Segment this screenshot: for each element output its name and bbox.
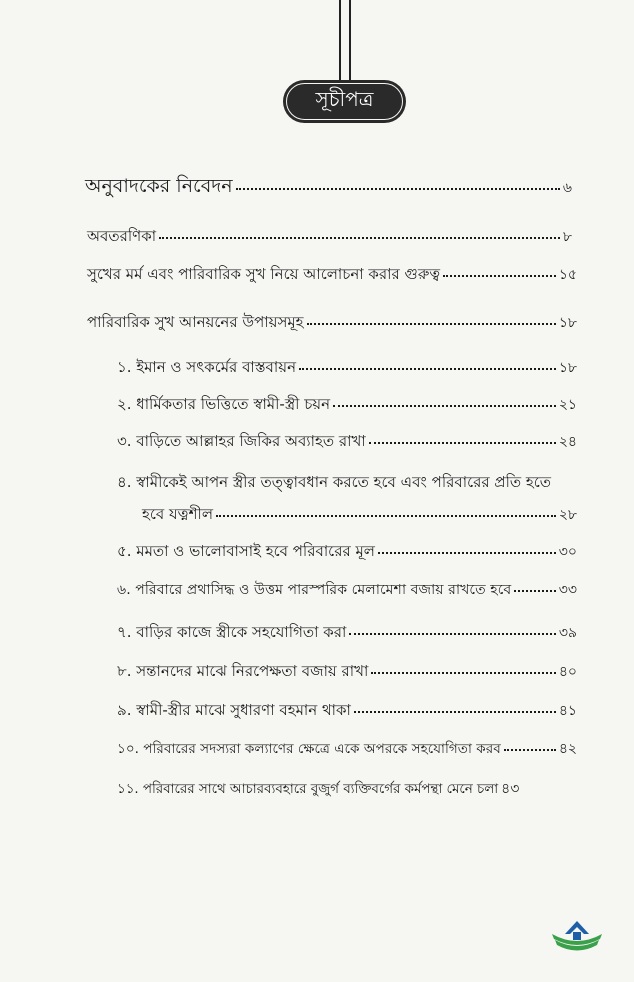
toc-entry-page: ৩৯: [558, 625, 577, 641]
toc-entry-label-continuation: হবে যত্নশীল: [142, 505, 214, 523]
dot-leader: [236, 188, 560, 190]
dot-leader: [504, 749, 556, 751]
toc-entry-label: ৪. স্বামীকেই আপন স্ত্রীর তত্ত্বাবধান করতে হবে এবং পরিবারের প্রতি হতে: [117, 473, 552, 491]
dot-leader: [307, 323, 556, 325]
toc-entry[interactable]: [117, 661, 577, 682]
toc-entry[interactable]: [117, 739, 577, 759]
dot-leader: [216, 515, 556, 517]
toc-entry-label: পারিবারিক সুখ আনয়নের উপায়সমূহ: [87, 313, 304, 331]
toc-entry-page: ৪০: [558, 664, 577, 680]
toc-entry-label: ১১. পরিবারের সাথে আচারব্যবহারে বুজুর্গ ব্যক্তিবর্গের কর্মপন্থা মেনে চলা: [117, 782, 499, 797]
dot-leader: [514, 590, 555, 592]
toc-entry-label: ১. ইমান ও সৎকর্মের বাস্তবায়ন: [117, 358, 297, 376]
toc-entry-label: ৬. পরিবারে প্রথাসিদ্ধ ও উত্তম পারস্পরিক মেলামেশা বজায় রাখতে হবে: [117, 582, 512, 598]
toc-entry-label: ৩. বাড়িতে আল্লাহর জিকির অব্যাহত রাখা: [117, 432, 366, 450]
dot-leader: [378, 552, 556, 554]
toc-entry[interactable]: [117, 580, 577, 600]
toc-entry[interactable]: [117, 541, 577, 562]
toc-entry-label: ৯. স্বামী-স্ত্রীর মাঝে সুধারণা বহমান থাকা: [117, 701, 351, 719]
toc-entry-page: ১৫: [558, 267, 577, 283]
toc-entry-page: ২১: [558, 397, 577, 413]
toc-entry[interactable]: [117, 394, 577, 415]
toc-entry-page: ৩৩: [558, 582, 577, 598]
toc-entry[interactable]: [117, 779, 577, 800]
dot-leader: [371, 672, 555, 674]
decorative-hang-line-right: [349, 0, 351, 84]
dot-leader: [299, 368, 556, 370]
toc-entry-label: ৫. মমতা ও ভালোবাসাই হবে পরিবারের মূল: [117, 542, 375, 560]
page-title: সূচীপত্র: [315, 87, 374, 111]
dot-leader: [443, 275, 556, 277]
toc-entry-page: ৩০: [558, 544, 577, 560]
toc-entry-page: ৬: [562, 180, 572, 196]
toc-entry[interactable]: [87, 312, 577, 333]
dot-leader: [354, 711, 556, 713]
toc-entry-page: ৪৩: [501, 781, 520, 797]
toc-entry-page: ১৮: [558, 315, 577, 331]
publisher-logo-icon: [549, 918, 605, 958]
dot-leader: [159, 237, 560, 239]
toc-entry-label: অনুবাদকের নিবেদন: [85, 175, 233, 197]
toc-entry[interactable]: [117, 700, 577, 721]
toc-entry-page: ৪১: [558, 703, 577, 719]
toc-entry-label: সুখের মর্ম এবং পারিবারিক সুখ নিয়ে আলোচনা করার গুরুত্ব: [87, 265, 441, 283]
toc-entry-label: ৮. সন্তানদের মাঝে নিরপেক্ষতা বজায় রাখা: [117, 662, 369, 680]
toc-entry-page: ৮: [562, 229, 572, 245]
dot-leader: [333, 405, 556, 407]
toc-entry-label: ২. ধার্মিকতার ভিত্তিতে স্বামী-স্ত্রী চয়ন: [117, 395, 331, 413]
toc-entry[interactable]: [87, 264, 577, 285]
toc-entry-label: ১০. পরিবারের সদস্যরা কল্যাণের ক্ষেত্রে একে অপরকে সহযোগিতা করব: [117, 741, 501, 757]
dot-leader: [349, 633, 555, 635]
toc-entry[interactable]: [117, 472, 577, 525]
decorative-hang-line-left: [339, 0, 341, 84]
toc-entry[interactable]: [85, 176, 572, 198]
toc-entry-page: ৪২: [558, 741, 577, 757]
toc-title-badge: [283, 80, 406, 123]
logo-block: [573, 932, 581, 940]
dot-leader: [369, 442, 556, 444]
toc-entry-label: ৭. বাড়ির কাজে স্ত্রীকে সহযোগিতা করা: [117, 623, 347, 641]
toc-entry[interactable]: [117, 431, 577, 452]
toc-entry-page: ২৮: [558, 507, 577, 523]
toc-entry-label: অবতরণিকা: [87, 227, 157, 245]
toc-entry[interactable]: [117, 622, 577, 643]
toc-entry[interactable]: [87, 226, 572, 247]
toc-entry-page: ২৪: [558, 434, 577, 450]
toc-entry-page: ১৮: [558, 360, 577, 376]
toc-entry[interactable]: [117, 357, 577, 378]
